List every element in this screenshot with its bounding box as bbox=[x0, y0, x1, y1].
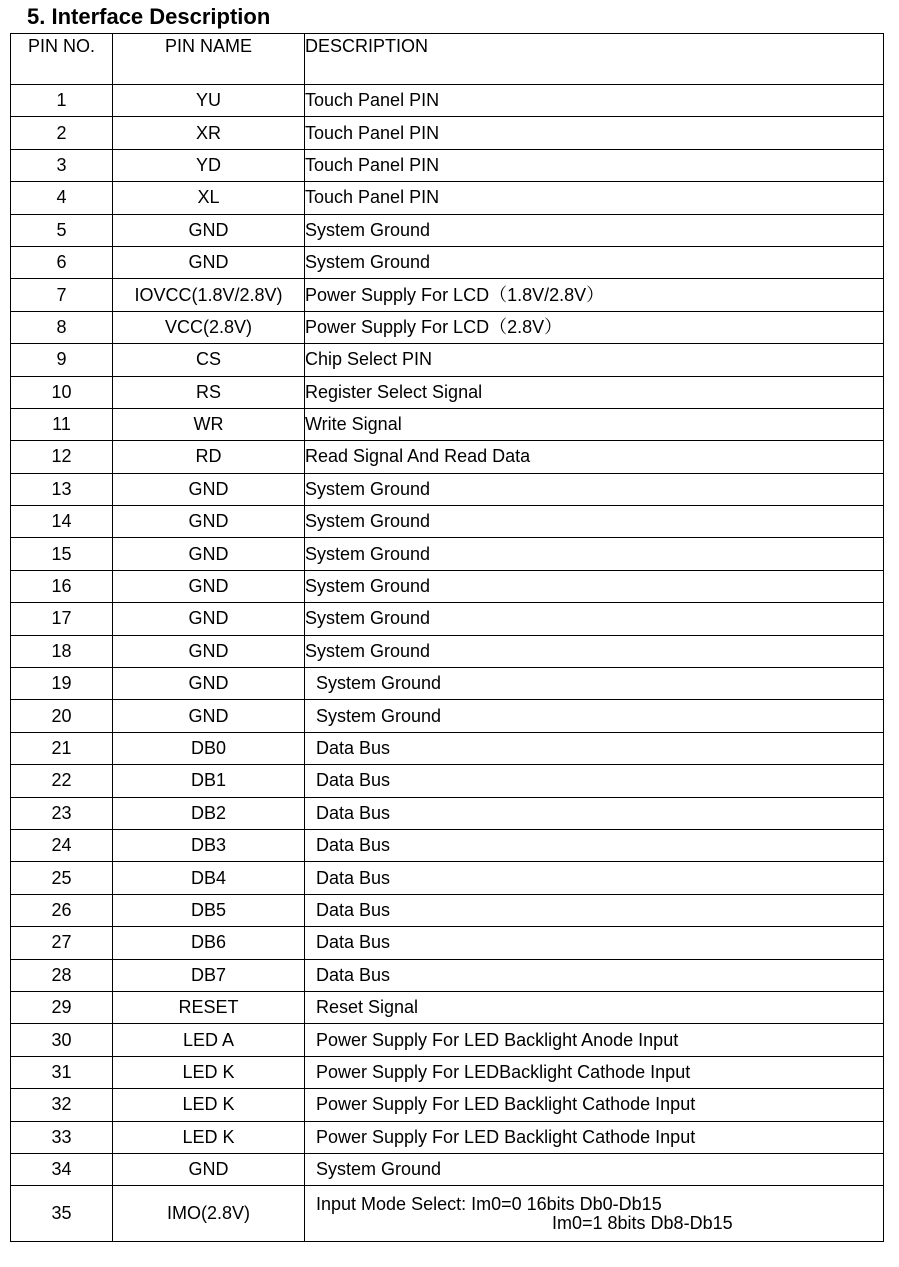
pin-name: YD bbox=[113, 149, 305, 181]
pin-name: CS bbox=[113, 344, 305, 376]
pin-no: 4 bbox=[11, 182, 113, 214]
table-row bbox=[11, 1153, 884, 1185]
pin-no: 33 bbox=[11, 1121, 113, 1153]
pin-name: XR bbox=[113, 117, 305, 149]
table-row bbox=[11, 506, 884, 538]
pin-no: 22 bbox=[11, 765, 113, 797]
pin-description: Power Supply For LED Backlight Cathode Input bbox=[305, 1121, 884, 1153]
pin-name: GND bbox=[113, 506, 305, 538]
pin-description: Read Signal And Read Data bbox=[305, 441, 884, 473]
table-row bbox=[11, 85, 884, 117]
pin-no: 2 bbox=[11, 117, 113, 149]
pin-description: Touch Panel PIN bbox=[305, 85, 884, 117]
pin-no: 32 bbox=[11, 1089, 113, 1121]
pin-description: Data Bus bbox=[305, 765, 884, 797]
table-row bbox=[11, 570, 884, 602]
pin-name: XL bbox=[113, 182, 305, 214]
pin-description: Power Supply For LEDBacklight Cathode Input bbox=[305, 1056, 884, 1088]
pin-description: System Ground bbox=[305, 570, 884, 602]
table-row bbox=[11, 991, 884, 1023]
pin-name: GND bbox=[113, 635, 305, 667]
pin-no: 35 bbox=[11, 1186, 113, 1242]
pin-no: 12 bbox=[11, 441, 113, 473]
pin-no: 26 bbox=[11, 894, 113, 926]
pin-no: 3 bbox=[11, 149, 113, 181]
pin-no: 6 bbox=[11, 246, 113, 278]
pin-description: Data Bus bbox=[305, 732, 884, 764]
table-row bbox=[11, 700, 884, 732]
pin-description: Power Supply For LCD（2.8V） bbox=[305, 311, 884, 343]
table-row bbox=[11, 1089, 884, 1121]
pin-name: LED K bbox=[113, 1121, 305, 1153]
pin-description: Touch Panel PIN bbox=[305, 149, 884, 181]
pin-no: 15 bbox=[11, 538, 113, 570]
pin-name: GND bbox=[113, 473, 305, 505]
pin-name: DB1 bbox=[113, 765, 305, 797]
pin-description: System Ground bbox=[305, 473, 884, 505]
pin-name: RESET bbox=[113, 991, 305, 1023]
table-row bbox=[11, 246, 884, 278]
pin-name: DB2 bbox=[113, 797, 305, 829]
pin-description: System Ground bbox=[305, 668, 884, 700]
pin-no: 31 bbox=[11, 1056, 113, 1088]
table-row bbox=[11, 473, 884, 505]
pin-no: 19 bbox=[11, 668, 113, 700]
pin-description: Power Supply For LED Backlight Cathode Input bbox=[305, 1089, 884, 1121]
pin-description: Data Bus bbox=[305, 829, 884, 861]
pin-description: Data Bus bbox=[305, 959, 884, 991]
pin-name: IOVCC(1.8V/2.8V) bbox=[113, 279, 305, 311]
table-row bbox=[11, 765, 884, 797]
pin-name: DB6 bbox=[113, 927, 305, 959]
pin-no: 5 bbox=[11, 214, 113, 246]
pin-description: Chip Select PIN bbox=[305, 344, 884, 376]
pin-name: GND bbox=[113, 603, 305, 635]
table-row bbox=[11, 1186, 884, 1242]
pin-description: Power Supply For LCD（1.8V/2.8V） bbox=[305, 279, 884, 311]
pin-description-line1: Input Mode Select: Im0=0 16bits Db0-Db15 bbox=[316, 1193, 662, 1214]
pin-name: LED K bbox=[113, 1089, 305, 1121]
pin-no: 1 bbox=[11, 85, 113, 117]
pin-description: Power Supply For LED Backlight Anode Input bbox=[305, 1024, 884, 1056]
pin-description: Data Bus bbox=[305, 797, 884, 829]
table-row bbox=[11, 635, 884, 667]
table-row bbox=[11, 344, 884, 376]
table-row bbox=[11, 279, 884, 311]
pin-name: DB0 bbox=[113, 732, 305, 764]
pin-name: DB4 bbox=[113, 862, 305, 894]
table-row bbox=[11, 1121, 884, 1153]
table-row bbox=[11, 538, 884, 570]
pin-description: Register Select Signal bbox=[305, 376, 884, 408]
pin-no: 29 bbox=[11, 991, 113, 1023]
pin-description: System Ground bbox=[305, 635, 884, 667]
pin-description: System Ground bbox=[305, 246, 884, 278]
pin-no: 25 bbox=[11, 862, 113, 894]
pin-description: Data Bus bbox=[305, 927, 884, 959]
pin-description: Reset Signal bbox=[305, 991, 884, 1023]
pin-no: 14 bbox=[11, 506, 113, 538]
pin-no: 28 bbox=[11, 959, 113, 991]
table-row bbox=[11, 732, 884, 764]
pin-no: 27 bbox=[11, 927, 113, 959]
pin-no: 17 bbox=[11, 603, 113, 635]
table-row bbox=[11, 797, 884, 829]
table-row bbox=[11, 149, 884, 181]
pin-name: GND bbox=[113, 538, 305, 570]
table-row bbox=[11, 117, 884, 149]
table-row bbox=[11, 1056, 884, 1088]
pin-description: System Ground bbox=[305, 700, 884, 732]
header-pin-no: PIN NO. bbox=[11, 34, 113, 85]
pin-description-multiline bbox=[305, 1186, 884, 1242]
table-row bbox=[11, 668, 884, 700]
table-row bbox=[11, 408, 884, 440]
pin-name: LED K bbox=[113, 1056, 305, 1088]
pin-description: Write Signal bbox=[305, 408, 884, 440]
pin-name: IMO(2.8V) bbox=[113, 1186, 305, 1242]
pin-no: 7 bbox=[11, 279, 113, 311]
pin-name: LED A bbox=[113, 1024, 305, 1056]
interface-pin-table bbox=[10, 33, 884, 1242]
pin-no: 9 bbox=[11, 344, 113, 376]
pin-name: GND bbox=[113, 1153, 305, 1185]
pin-description: System Ground bbox=[305, 538, 884, 570]
pin-description: Touch Panel PIN bbox=[305, 182, 884, 214]
pin-name: GND bbox=[113, 700, 305, 732]
table-row bbox=[11, 829, 884, 861]
table-row bbox=[11, 1024, 884, 1056]
pin-name: VCC(2.8V) bbox=[113, 311, 305, 343]
table-row bbox=[11, 311, 884, 343]
pin-no: 16 bbox=[11, 570, 113, 602]
pin-no: 20 bbox=[11, 700, 113, 732]
pin-no: 18 bbox=[11, 635, 113, 667]
table-row bbox=[11, 894, 884, 926]
pin-no: 34 bbox=[11, 1153, 113, 1185]
pin-name: YU bbox=[113, 85, 305, 117]
pin-description: System Ground bbox=[305, 603, 884, 635]
pin-no: 21 bbox=[11, 732, 113, 764]
pin-name: DB7 bbox=[113, 959, 305, 991]
pin-no: 11 bbox=[11, 408, 113, 440]
table-row bbox=[11, 441, 884, 473]
pin-description: Data Bus bbox=[305, 862, 884, 894]
pin-description: System Ground bbox=[305, 1153, 884, 1185]
pin-no: 23 bbox=[11, 797, 113, 829]
table-row bbox=[11, 214, 884, 246]
pin-description-line2: Im0=1 8bits Db8-Db15 bbox=[552, 1212, 733, 1233]
header-pin-name: PIN NAME bbox=[113, 34, 305, 85]
pin-name: RS bbox=[113, 376, 305, 408]
table-row bbox=[11, 862, 884, 894]
pin-no: 30 bbox=[11, 1024, 113, 1056]
table-header-row bbox=[11, 34, 884, 85]
table-row bbox=[11, 959, 884, 991]
pin-no: 8 bbox=[11, 311, 113, 343]
header-description: DESCRIPTION bbox=[305, 34, 884, 85]
pin-name: WR bbox=[113, 408, 305, 440]
pin-no: 24 bbox=[11, 829, 113, 861]
pin-name: RD bbox=[113, 441, 305, 473]
pin-name: DB3 bbox=[113, 829, 305, 861]
pin-description: System Ground bbox=[305, 214, 884, 246]
pin-name: GND bbox=[113, 214, 305, 246]
table-row bbox=[11, 927, 884, 959]
pin-no: 10 bbox=[11, 376, 113, 408]
pin-name: GND bbox=[113, 668, 305, 700]
pin-name: GND bbox=[113, 246, 305, 278]
table-row bbox=[11, 376, 884, 408]
pin-description: System Ground bbox=[305, 506, 884, 538]
pin-description: Data Bus bbox=[305, 894, 884, 926]
section-heading: 5. Interface Description bbox=[27, 4, 271, 29]
table-row bbox=[11, 603, 884, 635]
pin-name: GND bbox=[113, 570, 305, 602]
table-row bbox=[11, 182, 884, 214]
pin-no: 13 bbox=[11, 473, 113, 505]
pin-description: Touch Panel PIN bbox=[305, 117, 884, 149]
pin-name: DB5 bbox=[113, 894, 305, 926]
